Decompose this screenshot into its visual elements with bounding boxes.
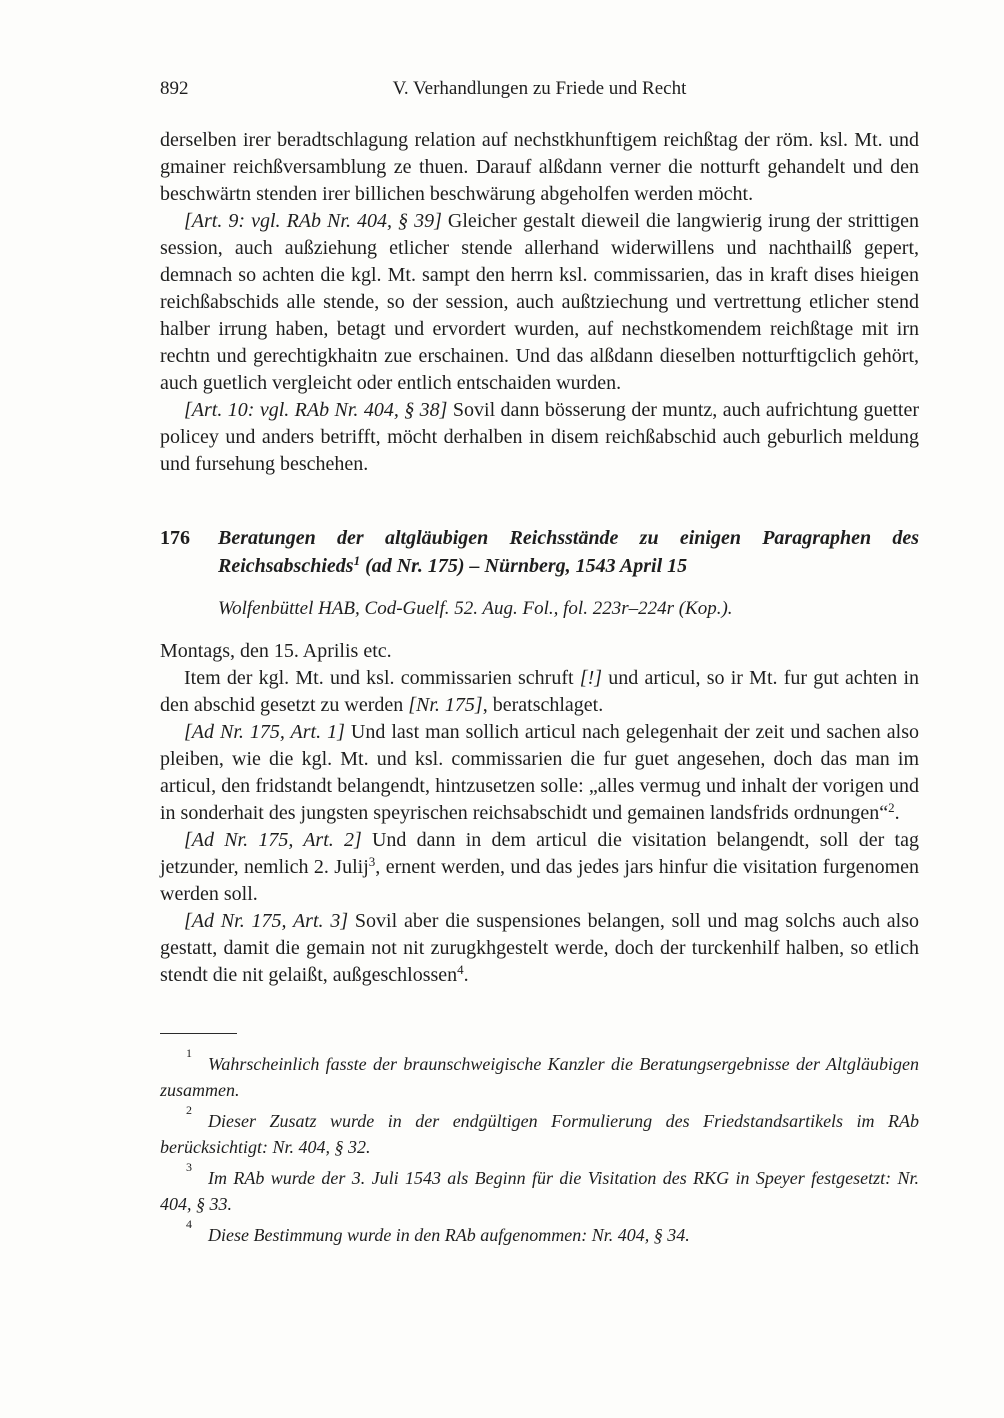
paragraph-continuation [160,127,919,208]
section-number: 176 [160,527,190,549]
article-reference: [Ad Nr. 175, Art. 1] [184,721,345,743]
paragraph-art9 [160,208,919,397]
paragraph-ad-art2 [160,827,919,908]
footnote [160,1103,919,1160]
section-title [218,524,919,580]
editorial-mark: [!] [579,667,603,689]
footnote-text: Im RAb wurde der 3. Juli 1543 als Beginn für die Visitation des RKG in Speyer festgesetzt: Nr. 404, § 33. [160,1168,919,1214]
section-heading [160,524,919,580]
paragraph-dateline [160,638,919,665]
footnote-text: Wahrscheinlich fasste der braunschweigische Kanzler die Beratungsergebnisse der Altgläubigen zusammen. [160,1054,919,1100]
footnote [160,1217,919,1248]
paragraph-text: Und dann in dem articul die visitation belangendt, soll der tag jetzunder, nemlich 2. Julij [160,829,919,878]
paragraph-text: Sovil aber die suspensiones belangen, soll und mag solchs auch also gestatt, damit die gemain not nit zurugkhgestelt werde, doch der turckenhilf halben, so etlich stendt die nit gelaißt, außgeschlossen [160,910,920,986]
paragraph-text: . [894,802,900,824]
footnote-text: Diese Bestimmung wurde in den RAb aufgenommen: Nr. 404, § 34. [208,1225,690,1245]
footnote-separator [160,1033,237,1034]
paragraph-text: . [463,964,469,986]
footnote-marker: 2 [888,800,895,815]
archival-source [218,596,919,622]
paragraph-text: derselben irer beradtschlagung relation auf nechstkhunftigem reichßtag der röm. ksl. Mt. und gmainer reichßversamblung ze thuen. Darauf alßdann verner die notturft gehandelt und den beschwärtn stenden irer billichen beschwärung abgeholfen werden möcht. [160,129,919,205]
paragraph-text: Gleicher gestalt dieweil die langwierig irung der strittigen session, auch außziehung etlicher stende allerhand widerwillens und nachthailß gepert, demnach so achten die kgl. Mt. sampt den herrn ksl. commissarien, das in kraft dises hieigen reichßabschids alle stende, so der session, auch außtziechung und vertrettung etlicher stend halber irrung haben, betagt und ervordert wurden, auf nechstkomendem reichßtage mit irn rechtn und gerechtigkhaitn zue erschainen. Und das alßdann dieselben notturftigclich gehört, auch guetlich vergleicht oder entlich entschaiden wurden. [160,210,919,394]
footnote-marker: 1 [353,553,361,568]
paragraph-art10 [160,397,919,478]
paragraph-text: , ernent werden, und das jedes jars hinfur die visitation furgenomen werden soll. [160,856,920,905]
footnote-number: 3 [186,1160,192,1174]
paragraph-text: , beratschlaget. [482,694,604,716]
footnote-marker: 3 [368,854,376,869]
footnotes-section [160,1033,919,1248]
footnote-number: 1 [186,1046,192,1060]
paragraph-item [160,665,919,719]
paragraph-text: Sovil dann bösserung der muntz, auch aufrichtung guetter policey und anders betrifft, möcht derhalben in disem reichßabschid auch geburlich meldung und fursehung beschehen. [160,399,919,475]
running-title: V. Verhandlungen zu Friede und Recht [392,78,687,99]
paragraph-text: Item der kgl. Mt. und ksl. commissarien schruft [184,667,580,689]
article-reference: [Art. 10: vgl. RAb Nr. 404, § 38] [184,399,448,421]
article-reference: [Art. 9: vgl. RAb Nr. 404, § 39] [184,210,442,232]
article-reference: [Ad Nr. 175, Art. 3] [184,910,349,932]
footnote-marker: 4 [457,962,464,977]
footnote [160,1160,919,1217]
paragraph-text: und articul, so ir Mt. fur gut achten in den abschid gesetzt zu werden [160,667,920,716]
section-title-text: Beratungen der altgläubigen Reichsstände zu einigen Paragraphen des Reichsabschieds [218,527,919,577]
footnote-number: 4 [186,1217,192,1231]
running-header [160,78,919,105]
page-content [160,78,919,1248]
paragraph-ad-art3 [160,908,919,989]
document-reference: [Nr. 175] [408,694,483,716]
paragraph-ad-art1 [160,719,919,827]
source-text: Wolfenbüttel HAB, Cod-Guelf. 52. Aug. Fol., fol. 223r–224r (Kop.). [218,598,733,619]
paragraph-text: Montags, den 15. Aprilis etc. [160,640,392,662]
text-block [160,127,919,989]
footnote-text: Dieser Zusatz wurde in der endgültigen Formulierung des Friedstandsartikels im RAb berücksichtigt: Nr. 404, § 32. [160,1111,919,1157]
page-number: 892 [160,78,189,99]
section-title-text: (ad Nr. 175) – Nürnberg, 1543 April 15 [360,555,688,577]
footnote [160,1046,919,1103]
paragraph-text: Und last man sollich articul nach gelegenhait der zeit und sachen also pleiben, wie die kgl. Mt. und ksl. commissarien die fur guet angesehen, doch das man im articul, den fridstandt belangendt, hintzusetzen solle: „alles vermug und inhalt der vorigen und in sonderhait des jungsten speyrischen reichsabschidt und gemainen landsfrids ordnungen“ [160,721,919,824]
article-reference: [Ad Nr. 175, Art. 2] [184,829,362,851]
footnote-number: 2 [186,1103,192,1117]
